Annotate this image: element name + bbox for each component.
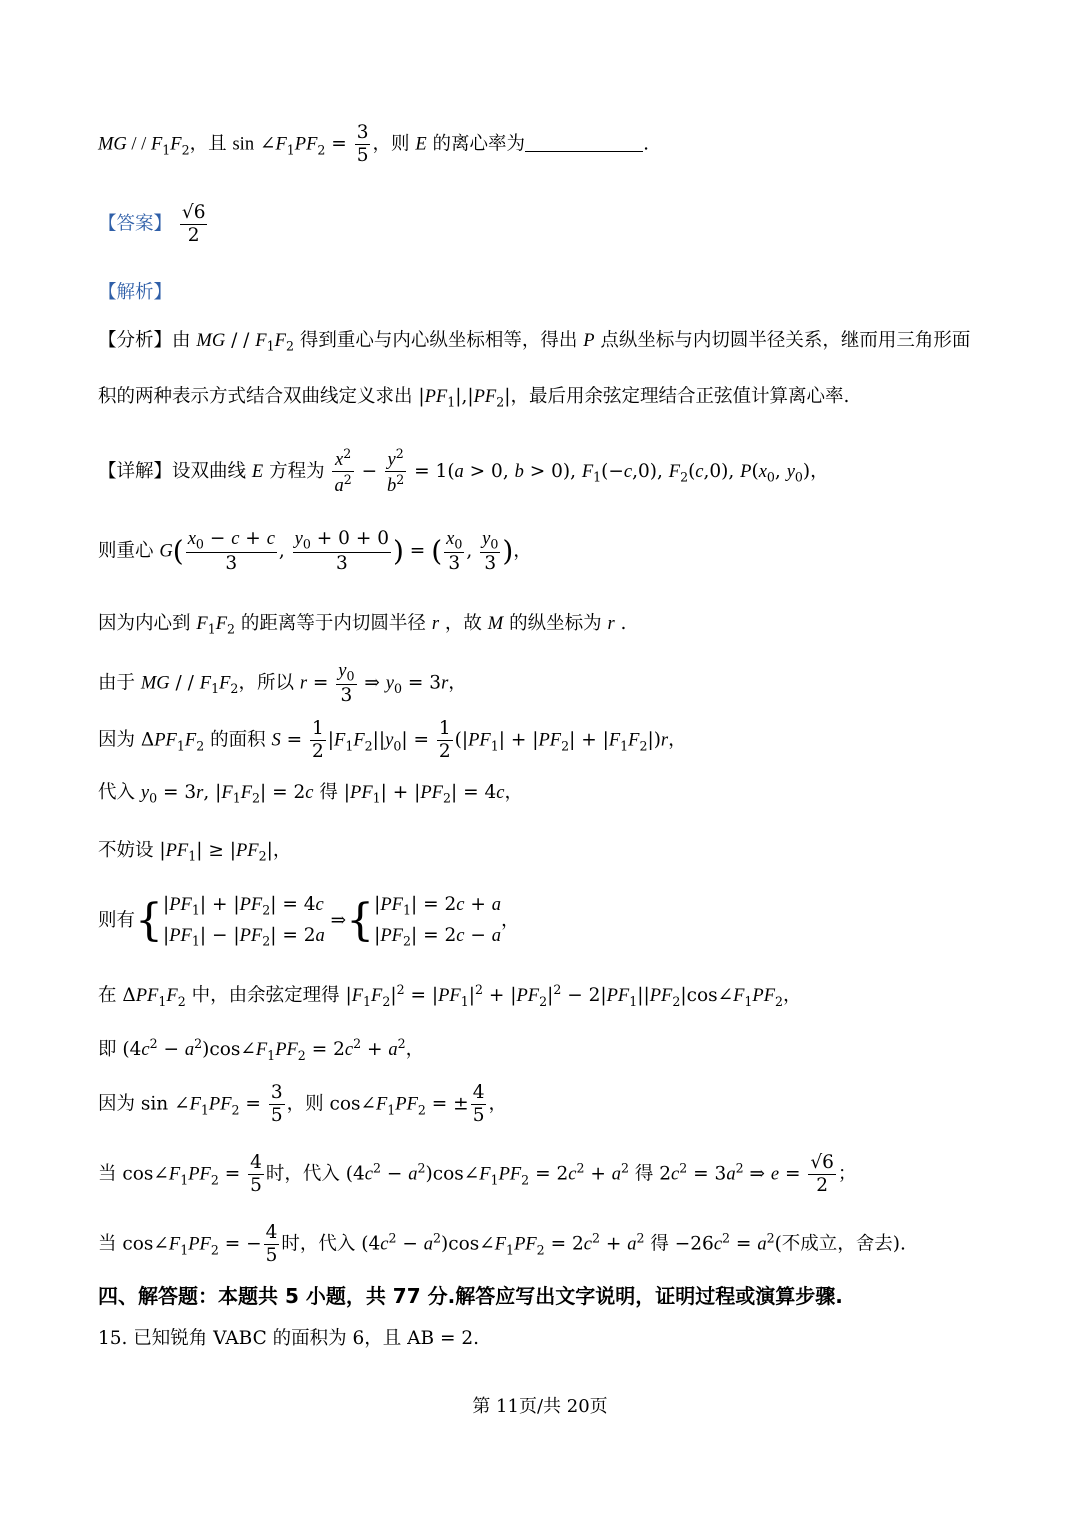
system-line: 则有{$|PF_1| + |PF_2| = 4c$ $|PF_1| - |PF_2| = 2a$ $\Rightarrow\{|PF_1| = 2c + a$ $|PF_2| = 2c - a$，	[98, 894, 520, 949]
parallel-line: 由于 MG / / $F_1F_2$，所以 r = $\frac{y_0}{3}$ ⇒ $y_0 = 3r$，	[98, 661, 467, 706]
case1-line: 当 $\cos\angle F_1PF_2$ = $\frac{4}{5}$ 时，代入 ($4c^2$ − $a^2)\cos\angle F_1PF_2 = 2c^2 + a^2$ 得 $2c^2 = 3a^2$ ⇒ e = $\frac{√6}{2}$ ；	[98, 1152, 857, 1197]
problem-line: MG / / $F_1F_2$，且 $\sin \angle F_1PF_2$ = $\frac{3}{5}$ ，则 E 的离心率为 .	[98, 122, 649, 167]
incenter-line: 因为内心到 $F_1F_2$ 的距离等于内切圆半径 r ，故 M 的纵坐标为 r .	[98, 613, 627, 637]
question-15: 15. 已知锐角 VABC 的面积为 6，且 AB = 2.	[98, 1328, 480, 1349]
assume-line: 不妨设 $|PF_1| \ge |PF_2|$，	[98, 840, 292, 864]
substitute-line: 代入 $y_0 = 3r$, $|F_1F_2| = 2c$ 得 $|PF_1| + |PF_2| = 4c$，	[98, 782, 523, 806]
answer-line: 【答案】 $\frac{√6}{2}$	[98, 202, 206, 247]
centroid-line: 则重心 G( $\frac{x_0 - c + c}{3}$ , $\frac{y_0 + 0 + 0}{3}$ ) = ( $\frac{x_0}{3}$ , $\frac{y_0}{3}$ )，	[98, 528, 532, 574]
answer-blank	[525, 151, 643, 152]
sin-line: 因为 $\sin \angle F_1PF_2$ = $\frac{3}{5}$ ，则 $\cos\angle F_1PF_2$ = ± $\frac{4}{5}$ ，	[98, 1082, 507, 1127]
page-footer: 第 11页/共 20页	[472, 1396, 608, 1417]
ji-line: 即 ($4c^2$ − $a^2)\cos\angle F_1PF_2 = 2c^2 + a^2$，	[98, 1036, 425, 1063]
section-heading: 四、解答题：本题共 5 小题，共 77 分.解答应写出文字说明，证明过程或演算步骤.	[98, 1284, 843, 1308]
fenxi-line-1: 【分析】由 MG / / $F_1F_2$ 得到重心与内心纵坐标相等，得出 P 点纵坐标与内切圆半径关系，继而用三角形面	[98, 330, 971, 354]
answer-tag: 【答案】	[98, 213, 173, 235]
jiexi-tag: 【解析】	[98, 282, 173, 303]
area-line: 因为 $\Delta PF_1F_2$ 的面积 S = $\frac{1}{2}$ $|F_1F_2||y_0|$ = $\frac{1}{2}$ $(|PF_1| + |PF_2| + |F_1F_2|)r$，	[98, 718, 687, 763]
cosine-law-line: 在 $\Delta PF_1F_2$ 中，由余弦定理得 $|F_1F_2|^2 = |PF_1|^2 + |PF_2|^2$ − $2|PF_1||PF_2|\cos\angle F_1PF_2$，	[98, 982, 802, 1009]
xiangjie-line-1: 【详解】设双曲线 E 方程为 $\frac{x^2}{a^2}$ − $\frac{y^2}{b^2}$ = 1(a > 0, b > 0), $F_1(-c,0)$, $F_2(c,0)$, $P(x_0$, $y_0$)，	[98, 446, 829, 497]
fenxi-line-2: 积的两种表示方式结合双曲线定义求出 $|PF_1|,|PF_2|$，最后用余弦定理结合正弦值计算离心率.	[98, 386, 850, 410]
case2-line: 当 $\cos\angle F_1PF_2$ = − $\frac{4}{5}$ 时，代入 ($4c^2$ − $a^2)\cos\angle F_1PF_2 = 2c^2 + a^2$ 得 $-26c^2 = a^2$(不成立，舍去).	[98, 1222, 906, 1267]
